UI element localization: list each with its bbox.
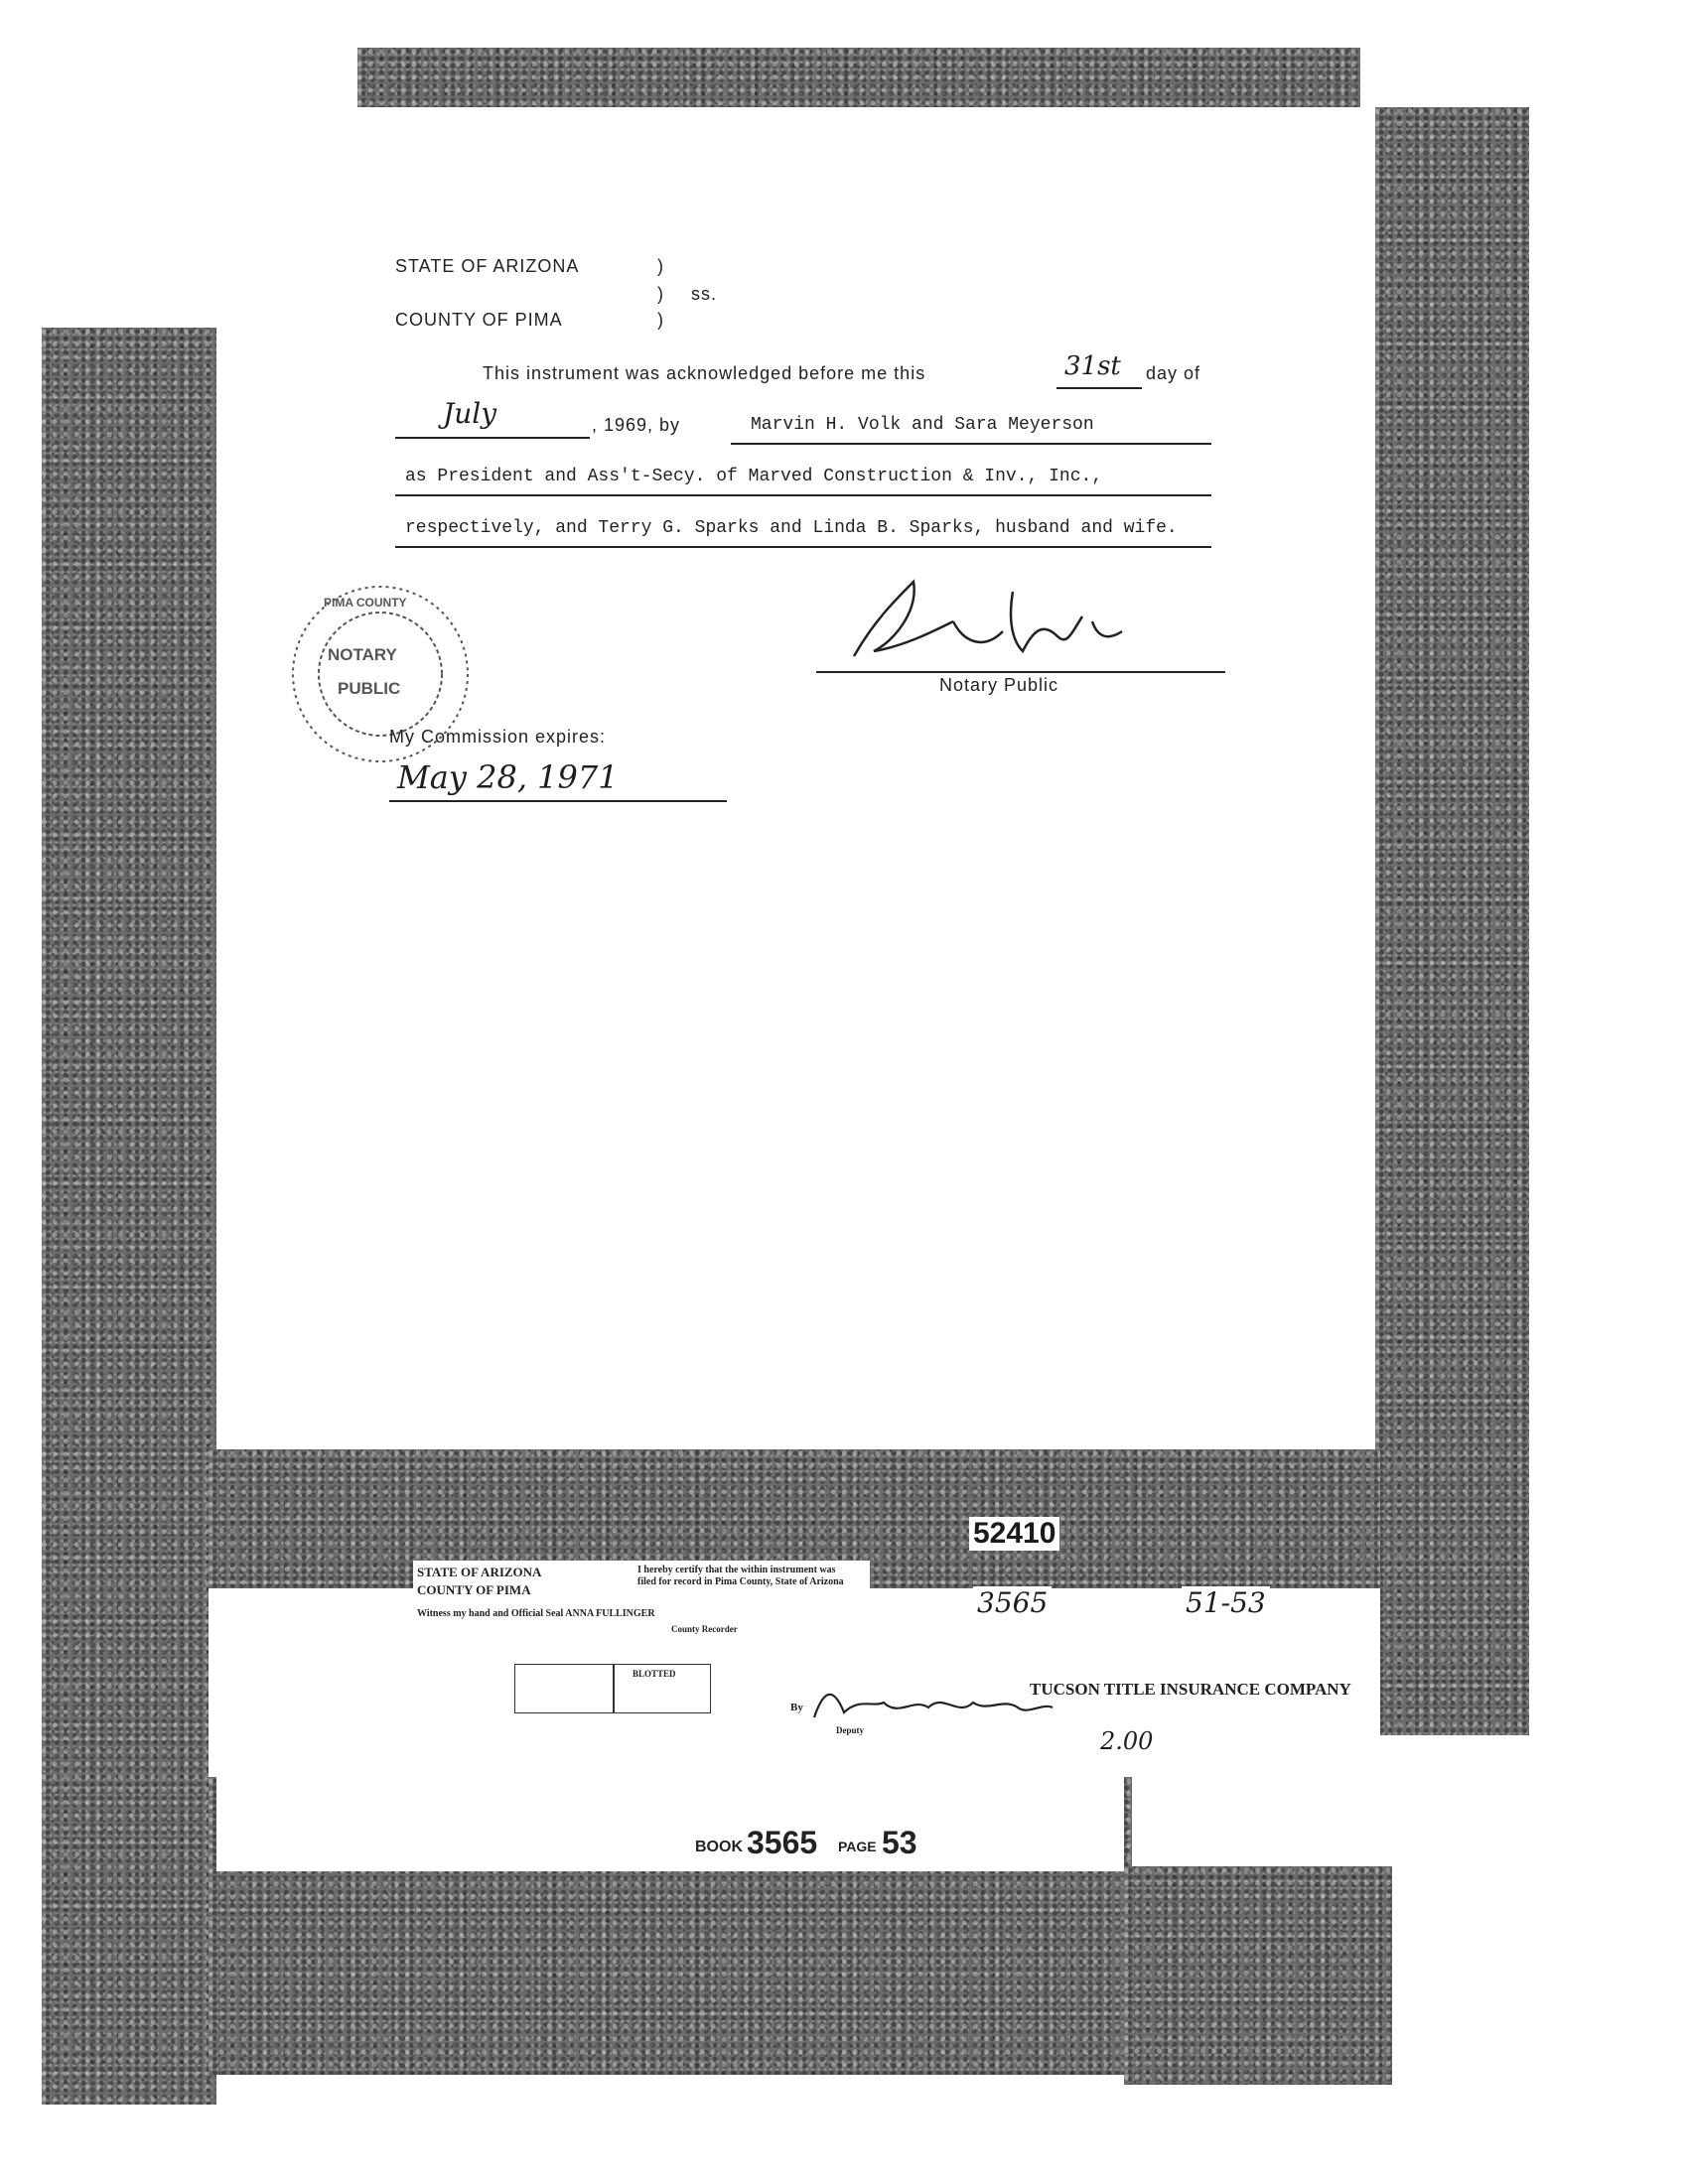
page-label: PAGE <box>838 1839 877 1854</box>
page-number: 53 <box>882 1825 917 1860</box>
mid-paren: ) <box>657 284 664 304</box>
state-line: STATE OF ARIZONA <box>395 256 580 276</box>
ack-line1-post: day of <box>1146 363 1201 383</box>
dark-block-bottom-right <box>1124 1866 1392 2085</box>
book-label: BOOK <box>695 1839 743 1855</box>
month-handwritten: July <box>443 397 497 430</box>
county-line: COUNTY OF PIMA <box>395 310 563 330</box>
stamp-recorder: County Recorder <box>671 1624 738 1634</box>
capacity-text: as President and Ass't-Secy. of Marved Construction & Inv., Inc., <box>405 467 1103 486</box>
doc-number: 52410 <box>969 1517 1059 1551</box>
notary-title: Notary Public <box>939 675 1059 695</box>
docket-handwritten: 3565 <box>973 1586 1052 1619</box>
dark-border-left <box>42 328 216 2105</box>
year-text: , 1969, by <box>592 415 681 435</box>
fee-handwritten: 2.00 <box>1100 1727 1154 1755</box>
ack-line1-pre: This instrument was acknowledged before me this <box>483 363 926 383</box>
stamp-county: COUNTY OF PIMA <box>417 1582 531 1597</box>
commission-underline <box>389 800 727 802</box>
stamp-witness: Witness my hand and Official Seal ANNA FULLINGER <box>417 1608 655 1619</box>
deputy-signature <box>804 1678 1062 1731</box>
footer-band <box>216 1772 1124 1871</box>
dark-border-right <box>1375 107 1529 1735</box>
page-handwritten: 51-53 <box>1182 1586 1270 1619</box>
seal-word-3: PIMA COUNTY <box>324 596 407 610</box>
persons-underline <box>731 443 1211 445</box>
seal-word-2: PUBLIC <box>338 679 401 698</box>
commission-label: My Commission expires: <box>389 727 607 747</box>
blotted-divider <box>613 1665 615 1712</box>
county-paren: ) <box>657 310 664 330</box>
recording-certificate <box>413 1561 870 1640</box>
book-number: 3565 <box>747 1825 818 1860</box>
seal-word-1: NOTARY <box>328 645 397 664</box>
notary-line <box>816 671 1225 673</box>
request-of-company: TUCSON TITLE INSURANCE COMPANY <box>1027 1680 1354 1700</box>
capacity-underline <box>395 494 1211 496</box>
persons-text: Marvin H. Volk and Sara Meyerson <box>751 415 1094 435</box>
day-underline <box>1056 387 1142 389</box>
state-paren: ) <box>657 256 664 276</box>
stamp-text: I hereby certify that the within instrument was filed for record in Pima County, State of Arizona <box>637 1565 844 1587</box>
by-label: By <box>790 1702 803 1713</box>
notary-signature <box>834 562 1152 671</box>
commission-date: May 28, 1971 <box>397 758 619 796</box>
day-handwritten: 31st <box>1064 351 1121 381</box>
blotted-box <box>514 1664 711 1713</box>
deputy-label: Deputy <box>836 1725 865 1735</box>
dark-border-top <box>357 48 1360 107</box>
blotted-label: BLOTTED <box>633 1669 676 1679</box>
others-underline <box>395 546 1211 548</box>
ss-label: ss. <box>691 284 718 304</box>
stamp-state: STATE OF ARIZONA <box>417 1565 542 1579</box>
month-underline <box>395 437 590 439</box>
document-page <box>216 107 1375 1449</box>
others-text: respectively, and Terry G. Sparks and Linda B. Sparks, husband and wife. <box>405 518 1178 538</box>
